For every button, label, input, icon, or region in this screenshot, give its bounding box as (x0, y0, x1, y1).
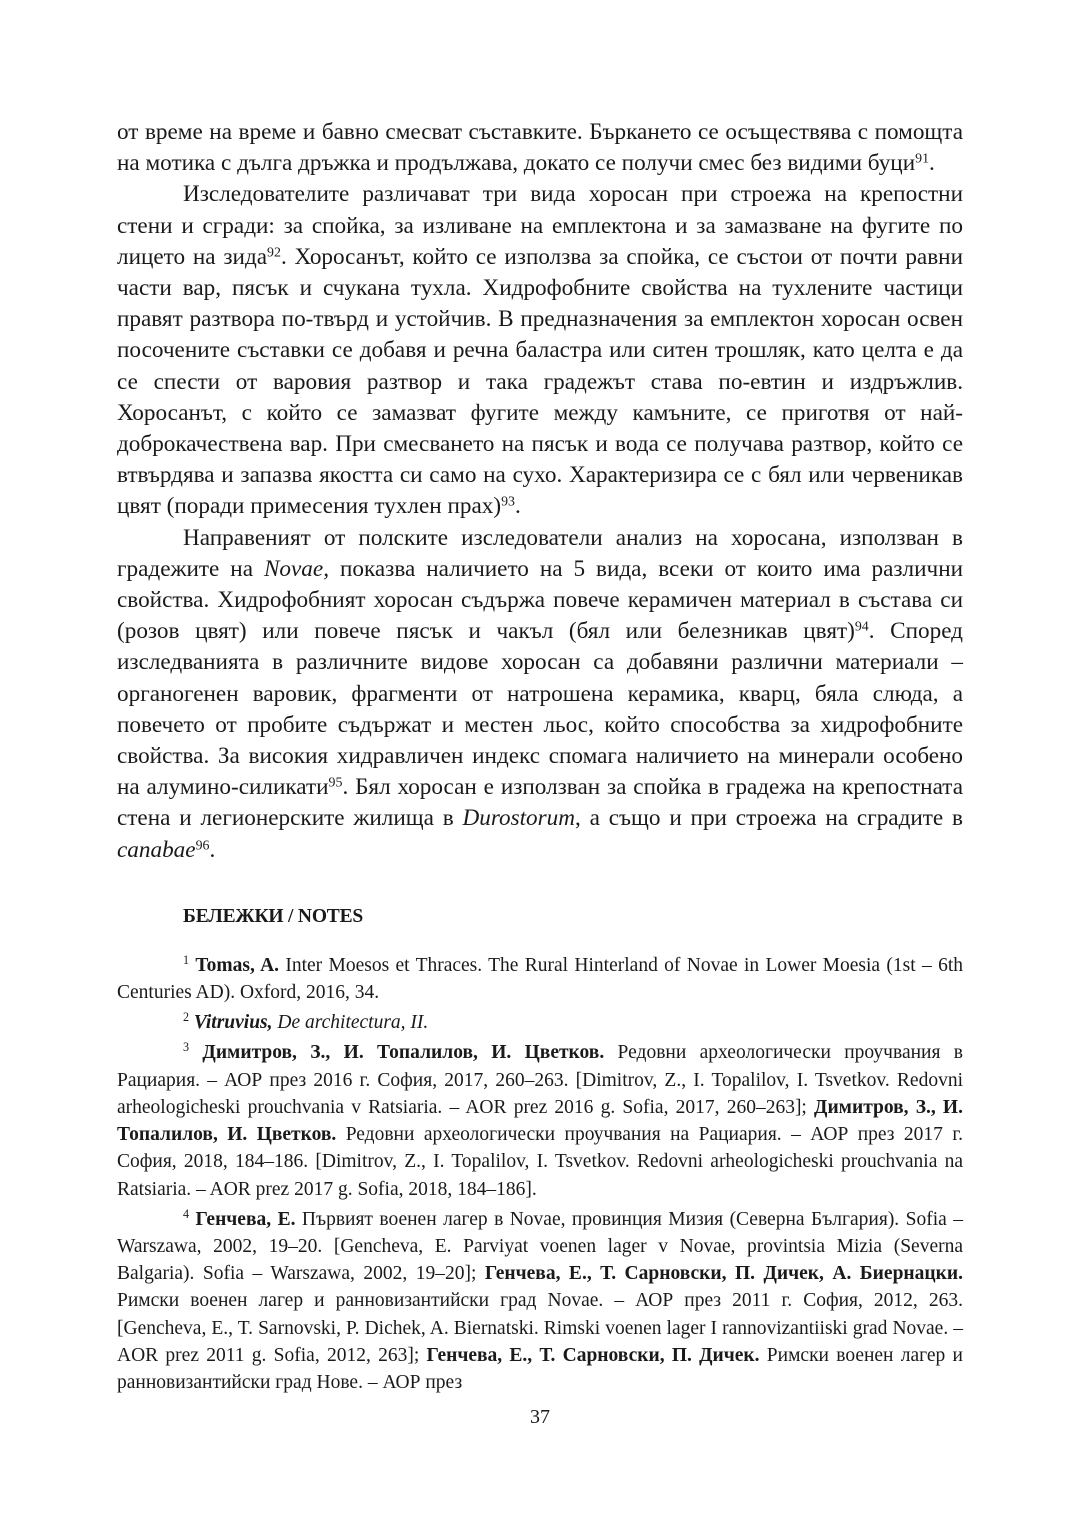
footnote-ref-91: 91 (915, 151, 930, 167)
note-author: Генчева, Е., Т. Сарновски, П. Дичек, А. Биернацки. (484, 1263, 963, 1285)
footnote-ref-96: 96 (195, 838, 210, 854)
body-text (117, 117, 963, 866)
note-text: Римски военен лагер и ранновизантийски град Novae. – АОР през 2011 г. София, 2012, 263. [Gencheva, E., T. Sarnovski, P. Dichek, A. Biernatski. Rimski voenen lager I rannovizantiiski grad Novae. – AOR prez 2011 g. Sofia, 2012, 263]; (117, 1290, 963, 1366)
note-number: 1 (183, 952, 190, 967)
note-text: Редовни археологически проучвания в Рациария. – АОР през 2016 г. София, 2017, 260–263. [Dimitrov, Z., I. Topalilov, I. Tsvetkov. Redovni arheologicheski prouchvania v Ratsiaria. – AOR prez 2016 g. Sofia, 2017, 260–263]; (117, 1042, 963, 1118)
footnote-ref-92: 92 (267, 245, 281, 261)
text: Направеният от полските изследователи анализ на хоросана, използван в градежите на (117, 524, 963, 582)
note-1 (117, 952, 963, 1006)
note-text: Редовни археологически проучвания на Рациария. – АОР през 2017 г. София, 2018, 184–186. [Dimitrov, Z., I. Topalilov, I. Tsvetkov. Redovni arheologicheski prouchvania na Ratsiaria. – AOR prez 2017 g. Sofia, 2018, 184–186]. (117, 1124, 963, 1200)
note-author: Vitruvius, (193, 1012, 273, 1034)
notes-heading: БЕЛЕЖКИ / NOTES (183, 905, 364, 927)
note-text: De architectura, II. (272, 1012, 429, 1034)
note-2 (117, 1009, 963, 1036)
text: . Бял хоросан е използван за спойка в градежа на крепостната стена и легионерските жилища в (117, 774, 963, 832)
note-author: Генчева, Е., Т. Сарновски, П. Дичек. (426, 1344, 760, 1366)
text: Изследователите различават три вида хоросан при строежа на крепостни стени и сгради: за спойка, за изливане на емплектона и за замазване на фугите по лицето на зида (117, 181, 963, 270)
note-number: 4 (183, 1206, 190, 1221)
italic-term: canabae (117, 836, 196, 863)
note-4 (117, 1206, 963, 1396)
note-text: Inter Moesos et Thraces. The Rural Hinterland of Novae in Lower Moesia (1st – 6th Centuries AD). Oxford, 2016, 34. (117, 954, 964, 1004)
note-number: 2 (183, 1010, 190, 1025)
paragraph-3 (117, 523, 963, 866)
text: . (514, 493, 521, 520)
text: . Хоросанът, който се използва за спойка, се състои от почти равни части вар, пясък и счукана тухла. Хидрофобните свойства на тухлените частици правят разтвора по-твърд и устойчив. В предназначения за емплектон хоросан освен посочените съставки се добавя и речна баластра или ситен трошляк, като целта е да се спести от варовия разтвор и така градежът става по-евтин и издръжлив. Хоросанът, с който се замазват фугите между камъните, се приготвя от най-доброкачествена вар. При смесването на пясък и вода се получава разтвор, който се втвърдява и запазва якостта си само на сухо. Характеризира се с бял или червеникав цвят (поради примесения тухлен прах) (117, 243, 963, 520)
text: . (929, 150, 935, 177)
notes-list (117, 952, 963, 1396)
text: , а също и при строежа на сградите в (575, 805, 963, 832)
footnote-ref-95: 95 (328, 775, 343, 791)
paragraph-2 (117, 179, 963, 522)
note-text: Първият военен лагер в Novae, провинция Мизия (Северна България). Sofia – Warszawa, 2002, 19–20. [Gencheva, E. Parviyat voenen lager v Novae, provintsia Mizia (Severna Balgaria). Sofia – Warszawa, 2002, 19–20]; (117, 1208, 963, 1285)
text: . Според изследванията в различните видове хоросан са добавяни различни материали – органогенен варовик, фрагменти от натрошена керамика, кварц, бяла слюда, а повечето от пробите съдържат и местен льос, който способства за хидрофобните свойства. За високия хидравличен индекс спомага наличието на минерали особено на алумино-силикати (117, 618, 963, 801)
note-3 (117, 1039, 963, 1202)
note-text: Римски военен лагер и ранновизантийски град Нове. – АОР през (117, 1344, 963, 1393)
footnote-ref-94: 94 (854, 619, 869, 635)
italic-term: Durostorum (462, 805, 576, 832)
page-content (117, 117, 963, 1399)
paragraph-1 (117, 117, 963, 179)
text: от време на време и бавно смесват съставките. Бъркането се осъществява с помощта на мотика с дълга дръжка и продължава, докато се получи смес без видими буци (117, 119, 963, 177)
text: показва наличието на 5 вида, всеки от които има различни свойства. Хидрофобният хоросан съдържа повече керамичен материал в състава си (розов цвят) или повече пясък и чакъл (бял или белезникав цвят) (117, 555, 964, 645)
text: . (209, 836, 216, 863)
note-author: Димитров, З., И. Топалилов, И. Цветков. (202, 1042, 605, 1064)
note-author: Tomas, A. (195, 954, 280, 976)
note-number: 3 (183, 1040, 190, 1055)
italic-term: Novae, (263, 555, 329, 582)
footnote-ref-93: 93 (501, 494, 515, 510)
note-author: Генчева, Е. (195, 1208, 296, 1230)
note-author: Димитров, З., И. Топалилов, И. Цветков. (117, 1096, 963, 1146)
page-number: 37 (530, 1406, 550, 1428)
